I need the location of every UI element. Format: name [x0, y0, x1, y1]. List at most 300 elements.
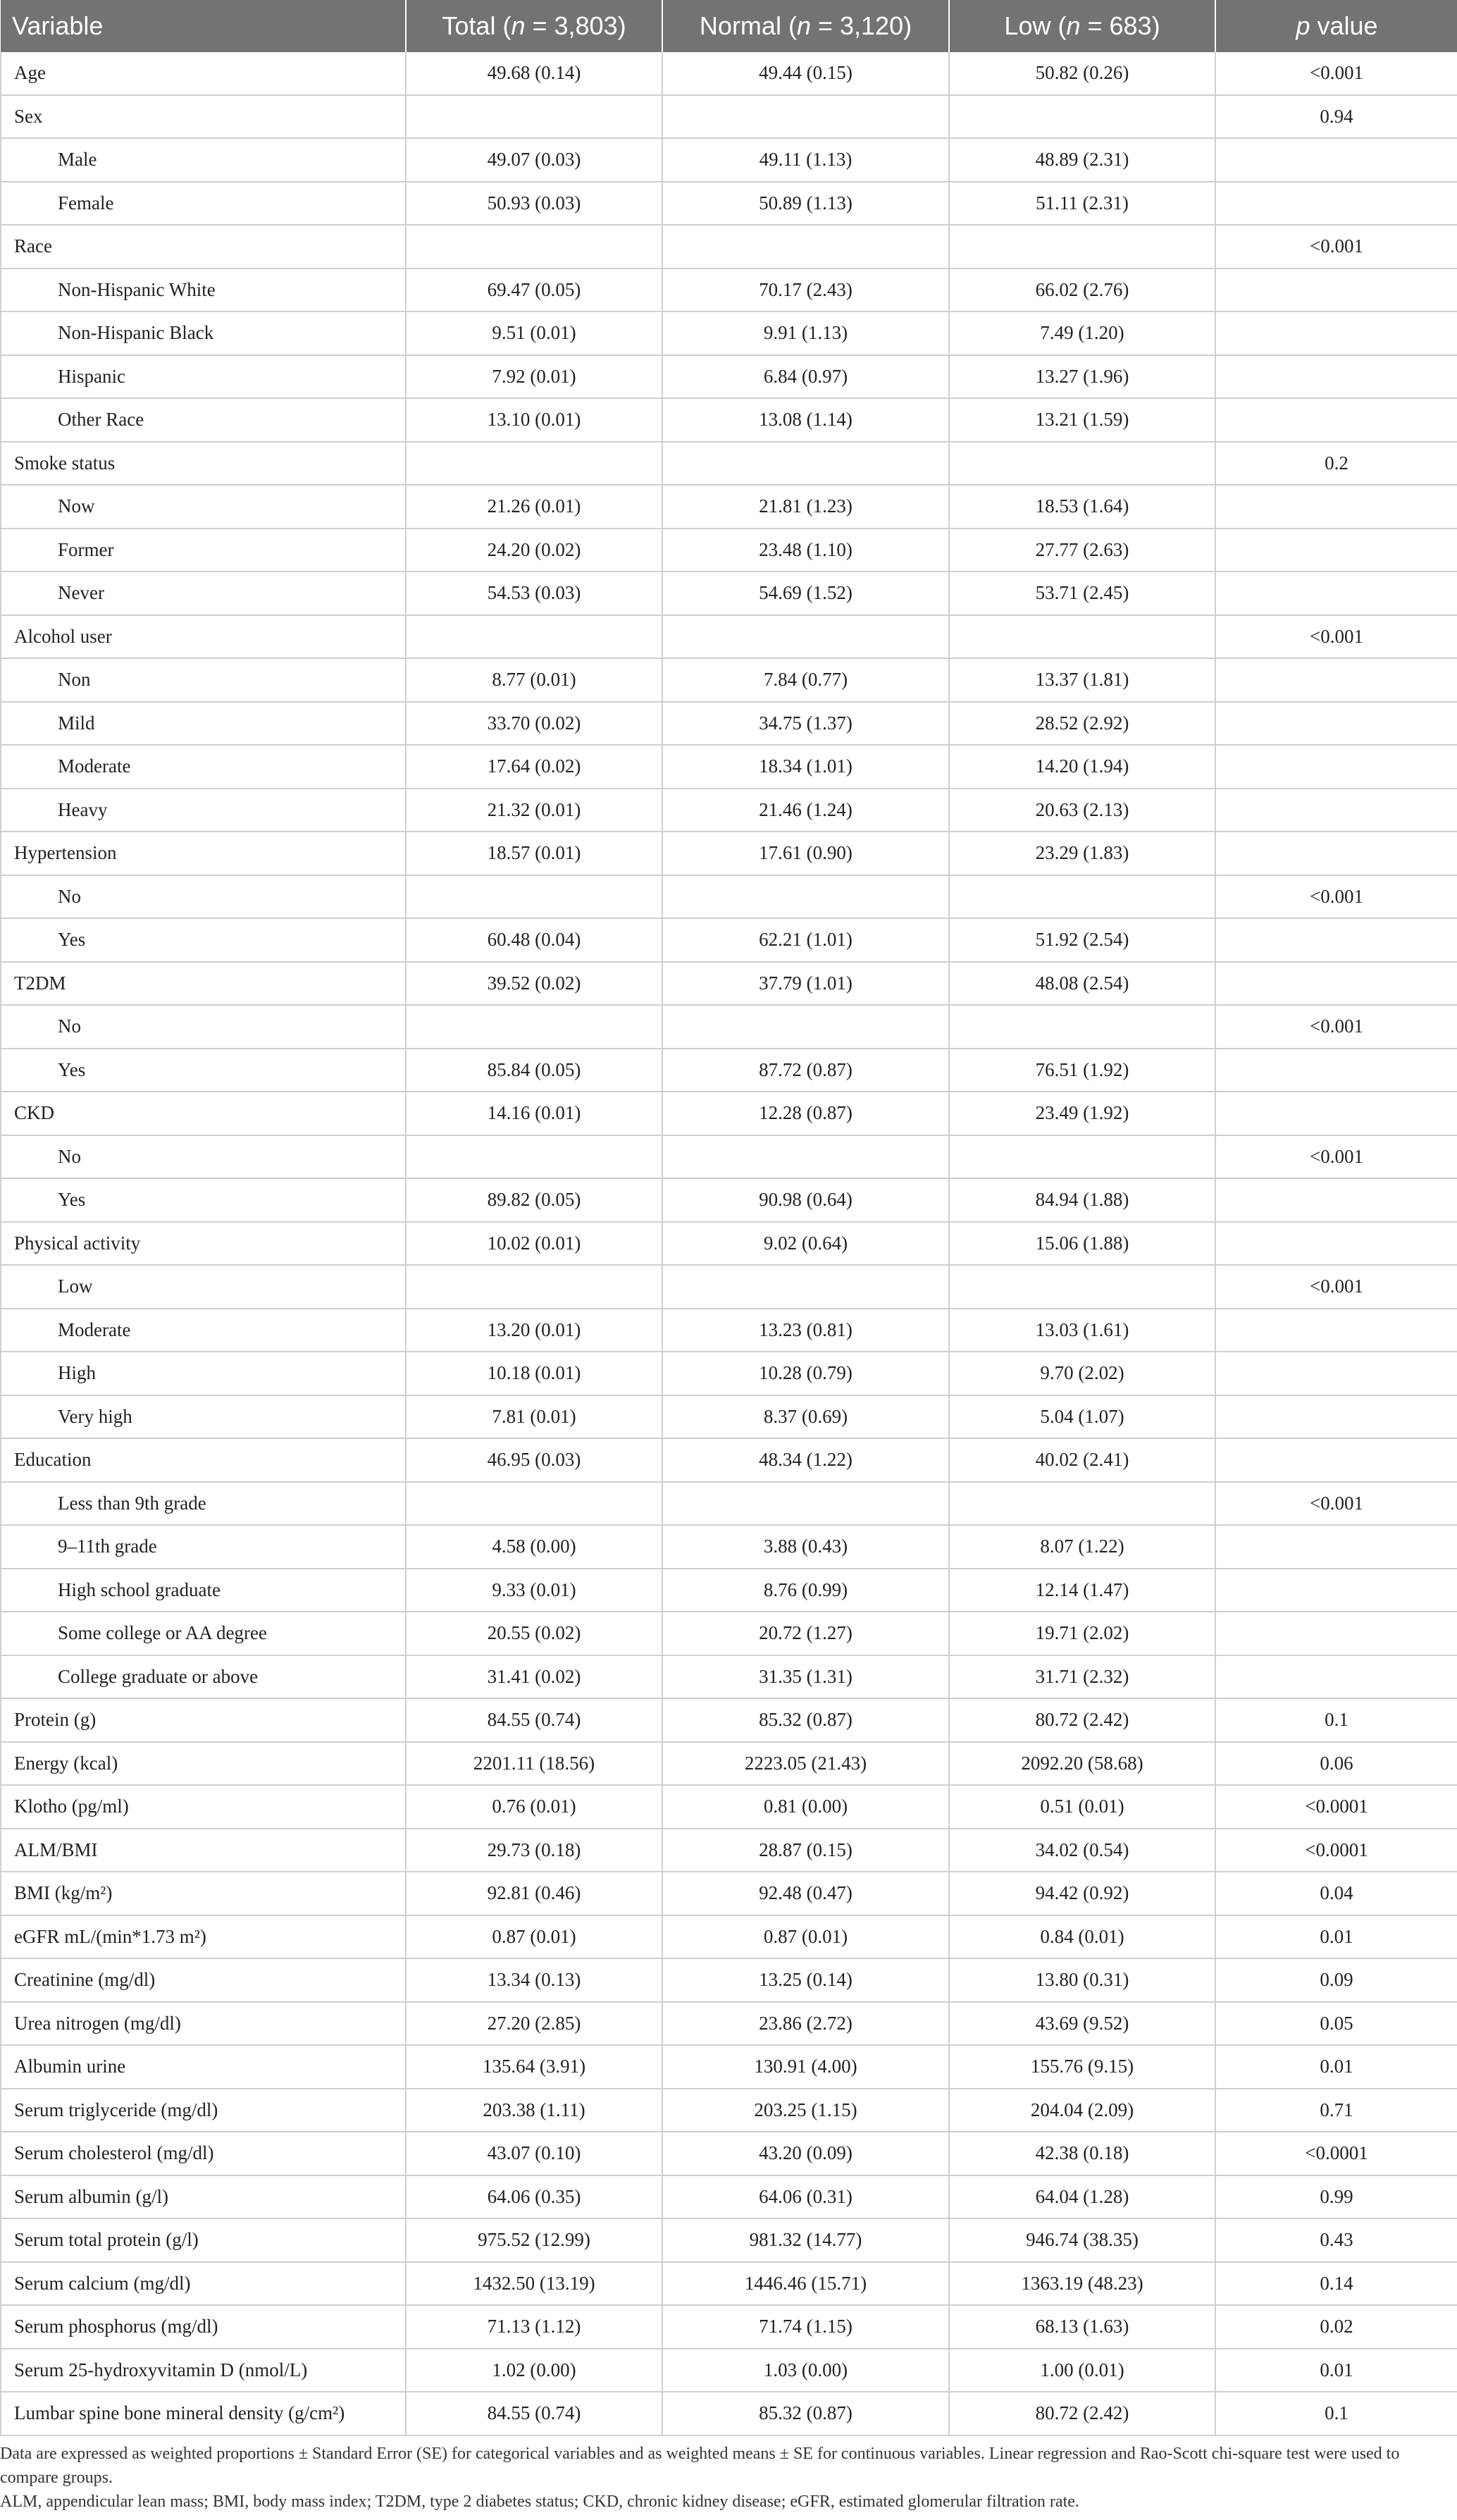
- cell-variable: High school graduate: [1, 1569, 406, 1612]
- cell-p-value: [1215, 268, 1457, 312]
- cell-total: [406, 1482, 662, 1526]
- cell-low: [949, 225, 1215, 268]
- cell-p-value: [1215, 572, 1457, 615]
- cell-normal: 23.48 (1.10): [662, 529, 949, 572]
- cell-low: 204.04 (2.09): [949, 2089, 1215, 2132]
- cell-total: 13.10 (0.01): [406, 398, 662, 442]
- cell-variable: Energy (kcal): [1, 1742, 406, 1786]
- cell-total: 69.47 (0.05): [406, 268, 662, 312]
- cell-normal: 49.11 (1.13): [662, 138, 949, 182]
- table-row: [1, 138, 1457, 182]
- cell-variable: Protein (g): [1, 1698, 406, 1742]
- cell-p-value: [1215, 398, 1457, 442]
- cell-low: 13.21 (1.59): [949, 398, 1215, 442]
- cell-normal: 7.84 (0.77): [662, 658, 949, 702]
- cell-normal: 18.34 (1.01): [662, 745, 949, 789]
- cell-p-value: 0.09: [1215, 1958, 1457, 2002]
- cell-total: 1.02 (0.00): [406, 2349, 662, 2392]
- cell-p-value: 0.99: [1215, 2175, 1457, 2219]
- cell-p-value: <0.001: [1215, 1482, 1457, 1526]
- cell-variable: Male: [1, 138, 406, 182]
- cell-normal: 17.61 (0.90): [662, 832, 949, 875]
- table-row: [1, 745, 1457, 789]
- cell-low: 23.49 (1.92): [949, 1092, 1215, 1135]
- cell-p-value: [1215, 485, 1457, 529]
- cell-total: 203.38 (1.11): [406, 2089, 662, 2132]
- cell-variable: Age: [1, 52, 406, 95]
- cell-p-value: [1215, 702, 1457, 746]
- cell-p-value: [1215, 1049, 1457, 1092]
- cell-normal: [662, 1482, 949, 1526]
- cell-normal: 1.03 (0.00): [662, 2349, 949, 2392]
- cell-normal: 130.91 (4.00): [662, 2045, 949, 2089]
- table-footnote: [0, 2442, 1457, 2514]
- table-row: [1, 572, 1457, 615]
- cell-variable: Yes: [1, 1049, 406, 1092]
- cell-total: 21.26 (0.01): [406, 485, 662, 529]
- table-row: [1, 1655, 1457, 1699]
- cell-p-value: [1215, 1395, 1457, 1439]
- cell-variable: CKD: [1, 1092, 406, 1135]
- table-row: [1, 615, 1457, 659]
- cell-p-value: 0.1: [1215, 2392, 1457, 2435]
- cell-normal: 8.76 (0.99): [662, 1569, 949, 1612]
- cell-total: 85.84 (0.05): [406, 1049, 662, 1092]
- cell-variable: Less than 9th grade: [1, 1482, 406, 1526]
- cell-variable: Never: [1, 572, 406, 615]
- cell-total: 7.92 (0.01): [406, 355, 662, 399]
- table-row: [1, 918, 1457, 962]
- cell-low: [949, 875, 1215, 919]
- cell-normal: 13.23 (0.81): [662, 1309, 949, 1352]
- cell-total: [406, 1005, 662, 1049]
- cell-low: 23.29 (1.83): [949, 832, 1215, 875]
- cell-total: 84.55 (0.74): [406, 1698, 662, 1742]
- table-row: [1, 875, 1457, 919]
- table-row: [1, 2392, 1457, 2435]
- cell-normal: 48.34 (1.22): [662, 1438, 949, 1482]
- cell-total: 39.52 (0.02): [406, 962, 662, 1006]
- cell-total: 46.95 (0.03): [406, 1438, 662, 1482]
- cell-variable: Non-Hispanic Black: [1, 311, 406, 355]
- cell-total: [406, 442, 662, 486]
- cell-low: [949, 1135, 1215, 1179]
- table-row: [1, 1395, 1457, 1439]
- cell-p-value: [1215, 1525, 1457, 1569]
- cell-total: [406, 1135, 662, 1179]
- cell-p-value: 0.01: [1215, 1915, 1457, 1959]
- cell-normal: [662, 225, 949, 268]
- table-row: [1, 1482, 1457, 1526]
- cell-low: 43.69 (9.52): [949, 2002, 1215, 2046]
- cell-variable: Serum calcium (mg/dl): [1, 2262, 406, 2306]
- cell-total: 13.20 (0.01): [406, 1309, 662, 1352]
- cell-variable: Klotho (pg/ml): [1, 1785, 406, 1829]
- table-row: [1, 95, 1457, 139]
- table-row: [1, 1049, 1457, 1092]
- table-row: [1, 1352, 1457, 1395]
- cell-normal: 9.91 (1.13): [662, 311, 949, 355]
- cell-normal: [662, 1005, 949, 1049]
- cell-total: [406, 615, 662, 659]
- table-row: [1, 1309, 1457, 1352]
- cell-variable: Low: [1, 1265, 406, 1309]
- cell-normal: [662, 442, 949, 486]
- cell-variable: Serum total protein (g/l): [1, 2218, 406, 2262]
- cell-variable: Serum cholesterol (mg/dl): [1, 2132, 406, 2175]
- table-row: [1, 1569, 1457, 1612]
- cell-variable: Moderate: [1, 1309, 406, 1352]
- cell-variable: Lumbar spine bone mineral density (g/cm²): [1, 2392, 406, 2435]
- cell-p-value: <0.001: [1215, 875, 1457, 919]
- cell-p-value: 0.05: [1215, 2002, 1457, 2046]
- cell-variable: College graduate or above: [1, 1655, 406, 1699]
- cell-total: [406, 225, 662, 268]
- cell-normal: 20.72 (1.27): [662, 1612, 949, 1655]
- cell-total: 24.20 (0.02): [406, 529, 662, 572]
- cell-total: 60.48 (0.04): [406, 918, 662, 962]
- table-row: [1, 1265, 1457, 1309]
- cell-p-value: [1215, 832, 1457, 875]
- cell-low: 50.82 (0.26): [949, 52, 1215, 95]
- cell-total: 0.76 (0.01): [406, 1785, 662, 1829]
- cell-low: [949, 1265, 1215, 1309]
- cell-p-value: [1215, 1178, 1457, 1222]
- cell-low: 13.80 (0.31): [949, 1958, 1215, 2002]
- cell-low: 27.77 (2.63): [949, 529, 1215, 572]
- cell-p-value: <0.001: [1215, 1265, 1457, 1309]
- cell-normal: 981.32 (14.77): [662, 2218, 949, 2262]
- cell-variable: eGFR mL/(min*1.73 m²): [1, 1915, 406, 1959]
- cell-p-value: [1215, 658, 1457, 702]
- cell-variable: Some college or AA degree: [1, 1612, 406, 1655]
- cell-low: [949, 95, 1215, 139]
- cell-normal: 54.69 (1.52): [662, 572, 949, 615]
- cell-p-value: <0.001: [1215, 1135, 1457, 1179]
- cell-p-value: [1215, 1438, 1457, 1482]
- cell-total: 49.07 (0.03): [406, 138, 662, 182]
- cell-variable: Sex: [1, 95, 406, 139]
- cell-normal: 37.79 (1.01): [662, 962, 949, 1006]
- cell-low: 7.49 (1.20): [949, 311, 1215, 355]
- cell-low: 0.84 (0.01): [949, 1915, 1215, 1959]
- table-row: [1, 1178, 1457, 1222]
- table-body: [1, 52, 1457, 2435]
- cell-p-value: <0.001: [1215, 1005, 1457, 1049]
- cell-p-value: 0.2: [1215, 442, 1457, 486]
- table-row: [1, 1915, 1457, 1959]
- cell-variable: Urea nitrogen (mg/dl): [1, 2002, 406, 2046]
- cell-low: 14.20 (1.94): [949, 745, 1215, 789]
- cell-total: 1432.50 (13.19): [406, 2262, 662, 2306]
- cell-low: 48.89 (2.31): [949, 138, 1215, 182]
- table-row: [1, 1958, 1457, 2002]
- table-row: [1, 1222, 1457, 1266]
- cell-total: 14.16 (0.01): [406, 1092, 662, 1135]
- cell-p-value: [1215, 1092, 1457, 1135]
- cell-variable: Alcohol user: [1, 615, 406, 659]
- cell-low: 1363.19 (48.23): [949, 2262, 1215, 2306]
- cell-total: 2201.11 (18.56): [406, 1742, 662, 1786]
- cell-normal: 23.86 (2.72): [662, 2002, 949, 2046]
- cell-normal: [662, 1265, 949, 1309]
- cell-low: 80.72 (2.42): [949, 2392, 1215, 2435]
- cell-low: 64.04 (1.28): [949, 2175, 1215, 2219]
- cell-p-value: [1215, 1352, 1457, 1395]
- cell-low: 53.71 (2.45): [949, 572, 1215, 615]
- cell-total: 84.55 (0.74): [406, 2392, 662, 2435]
- cell-p-value: 0.06: [1215, 1742, 1457, 1786]
- table-row: [1, 2002, 1457, 2046]
- cell-variable: Physical activity: [1, 1222, 406, 1266]
- cell-p-value: <0.0001: [1215, 1785, 1457, 1829]
- cell-low: 28.52 (2.92): [949, 702, 1215, 746]
- cell-normal: 13.08 (1.14): [662, 398, 949, 442]
- cell-low: 19.71 (2.02): [949, 1612, 1215, 1655]
- cell-low: 13.03 (1.61): [949, 1309, 1215, 1352]
- cell-p-value: [1215, 529, 1457, 572]
- cell-variable: Non: [1, 658, 406, 702]
- cell-normal: 87.72 (0.87): [662, 1049, 949, 1092]
- cell-low: [949, 1005, 1215, 1049]
- cell-variable: No: [1, 875, 406, 919]
- cell-variable: Race: [1, 225, 406, 268]
- cell-total: 8.77 (0.01): [406, 658, 662, 702]
- cell-normal: [662, 875, 949, 919]
- cell-low: 12.14 (1.47): [949, 1569, 1215, 1612]
- table-row: [1, 225, 1457, 268]
- table-row: [1, 2262, 1457, 2306]
- cell-variable: Former: [1, 529, 406, 572]
- cell-normal: [662, 615, 949, 659]
- cell-p-value: 0.71: [1215, 2089, 1457, 2132]
- cell-total: 10.18 (0.01): [406, 1352, 662, 1395]
- cell-total: 54.53 (0.03): [406, 572, 662, 615]
- cell-total: 43.07 (0.10): [406, 2132, 662, 2175]
- cell-p-value: 0.14: [1215, 2262, 1457, 2306]
- cell-normal: 70.17 (2.43): [662, 268, 949, 312]
- cell-variable: Hispanic: [1, 355, 406, 399]
- cell-variable: Smoke status: [1, 442, 406, 486]
- cell-normal: 49.44 (0.15): [662, 52, 949, 95]
- table-row: [1, 52, 1457, 95]
- footnote-line-1: Data are expressed as weighted proportions ± Standard Error (SE) for categorical variables and as weighted means ± SE for continuous variables. Linear regression and Rao-Scott chi-square test were used to compare groups.: [0, 2445, 1400, 2487]
- cell-total: 975.52 (12.99): [406, 2218, 662, 2262]
- cell-low: 51.11 (2.31): [949, 182, 1215, 226]
- table-row: [1, 1829, 1457, 1872]
- cell-low: 13.27 (1.96): [949, 355, 1215, 399]
- cell-normal: 6.84 (0.97): [662, 355, 949, 399]
- cell-normal: 62.21 (1.01): [662, 918, 949, 962]
- cell-variable: Serum 25-hydroxyvitamin D (nmol/L): [1, 2349, 406, 2392]
- cell-low: 84.94 (1.88): [949, 1178, 1215, 1222]
- cell-total: 4.58 (0.00): [406, 1525, 662, 1569]
- cell-p-value: [1215, 918, 1457, 962]
- cell-low: 0.51 (0.01): [949, 1785, 1215, 1829]
- cell-low: 18.53 (1.64): [949, 485, 1215, 529]
- cell-normal: 34.75 (1.37): [662, 702, 949, 746]
- cell-low: 94.42 (0.92): [949, 1872, 1215, 1915]
- cell-variable: Serum albumin (g/l): [1, 2175, 406, 2219]
- cell-normal: [662, 1135, 949, 1179]
- cell-total: 31.41 (0.02): [406, 1655, 662, 1699]
- cell-p-value: [1215, 1309, 1457, 1352]
- cell-normal: 64.06 (0.31): [662, 2175, 949, 2219]
- cell-normal: 3.88 (0.43): [662, 1525, 949, 1569]
- cell-total: 33.70 (0.02): [406, 702, 662, 746]
- cell-low: 51.92 (2.54): [949, 918, 1215, 962]
- cell-variable: T2DM: [1, 962, 406, 1006]
- footnote-line-2: ALM, appendicular lean mass; BMI, body mass index; T2DM, type 2 diabetes status; CKD, chronic kidney disease; eGFR, estimated glomerular filtration rate.: [0, 2493, 1079, 2511]
- cell-low: [949, 1482, 1215, 1526]
- cell-p-value: [1215, 745, 1457, 789]
- cell-variable: Hypertension: [1, 832, 406, 875]
- cell-normal: 13.25 (0.14): [662, 1958, 949, 2002]
- cell-total: 135.64 (3.91): [406, 2045, 662, 2089]
- cell-normal: 28.87 (0.15): [662, 1829, 949, 1872]
- cell-normal: 31.35 (1.31): [662, 1655, 949, 1699]
- cell-low: 20.63 (2.13): [949, 789, 1215, 832]
- table-row: [1, 2132, 1457, 2175]
- cell-p-value: <0.001: [1215, 52, 1457, 95]
- cell-low: 5.04 (1.07): [949, 1395, 1215, 1439]
- table-row: [1, 2045, 1457, 2089]
- table-row: [1, 2089, 1457, 2132]
- cell-variable: Female: [1, 182, 406, 226]
- table-row: [1, 485, 1457, 529]
- cell-low: [949, 615, 1215, 659]
- cell-p-value: [1215, 1222, 1457, 1266]
- table-row: [1, 311, 1457, 355]
- cell-low: 15.06 (1.88): [949, 1222, 1215, 1266]
- cell-p-value: [1215, 962, 1457, 1006]
- cell-low: 68.13 (1.63): [949, 2305, 1215, 2349]
- cell-normal: 71.74 (1.15): [662, 2305, 949, 2349]
- table-row: [1, 962, 1457, 1006]
- cell-total: 9.51 (0.01): [406, 311, 662, 355]
- cell-variable: Non-Hispanic White: [1, 268, 406, 312]
- cell-variable: High: [1, 1352, 406, 1395]
- cell-variable: Very high: [1, 1395, 406, 1439]
- cell-variable: Heavy: [1, 789, 406, 832]
- cell-total: 71.13 (1.12): [406, 2305, 662, 2349]
- cell-total: 0.87 (0.01): [406, 1915, 662, 1959]
- cell-normal: 43.20 (0.09): [662, 2132, 949, 2175]
- cell-low: 31.71 (2.32): [949, 1655, 1215, 1699]
- table-row: [1, 398, 1457, 442]
- table-row: [1, 2218, 1457, 2262]
- cell-variable: Yes: [1, 1178, 406, 1222]
- cell-normal: 92.48 (0.47): [662, 1872, 949, 1915]
- table-row: [1, 442, 1457, 486]
- cell-p-value: [1215, 182, 1457, 226]
- cell-low: 34.02 (0.54): [949, 1829, 1215, 1872]
- cell-total: 29.73 (0.18): [406, 1829, 662, 1872]
- cell-normal: 50.89 (1.13): [662, 182, 949, 226]
- table-row: [1, 529, 1457, 572]
- header-p-value: p value: [1215, 0, 1457, 52]
- cell-p-value: <0.0001: [1215, 2132, 1457, 2175]
- cell-p-value: <0.001: [1215, 615, 1457, 659]
- cell-p-value: [1215, 138, 1457, 182]
- table-row: [1, 1438, 1457, 1482]
- cell-total: 9.33 (0.01): [406, 1569, 662, 1612]
- cell-normal: 85.32 (0.87): [662, 2392, 949, 2435]
- cell-normal: 85.32 (0.87): [662, 1698, 949, 1742]
- cell-p-value: <0.001: [1215, 225, 1457, 268]
- cell-variable: Yes: [1, 918, 406, 962]
- cell-total: [406, 95, 662, 139]
- table-row: [1, 1525, 1457, 1569]
- cell-low: 48.08 (2.54): [949, 962, 1215, 1006]
- cell-p-value: <0.0001: [1215, 1829, 1457, 1872]
- table-row: [1, 702, 1457, 746]
- cell-low: 155.76 (9.15): [949, 2045, 1215, 2089]
- cell-total: 92.81 (0.46): [406, 1872, 662, 1915]
- cell-p-value: [1215, 311, 1457, 355]
- table-row: [1, 268, 1457, 312]
- cell-total: 27.20 (2.85): [406, 2002, 662, 2046]
- table-row: [1, 1135, 1457, 1179]
- cell-low: 13.37 (1.81): [949, 658, 1215, 702]
- cell-normal: 90.98 (0.64): [662, 1178, 949, 1222]
- cell-total: 7.81 (0.01): [406, 1395, 662, 1439]
- cell-total: 50.93 (0.03): [406, 182, 662, 226]
- cell-normal: 21.81 (1.23): [662, 485, 949, 529]
- table-row: [1, 2349, 1457, 2392]
- cell-total: 20.55 (0.02): [406, 1612, 662, 1655]
- cell-total: 49.68 (0.14): [406, 52, 662, 95]
- cell-normal: 1446.46 (15.71): [662, 2262, 949, 2306]
- cell-normal: 10.28 (0.79): [662, 1352, 949, 1395]
- cell-low: 9.70 (2.02): [949, 1352, 1215, 1395]
- cell-low: 946.74 (38.35): [949, 2218, 1215, 2262]
- cell-low: [949, 442, 1215, 486]
- table-row: [1, 2305, 1457, 2349]
- cell-low: 66.02 (2.76): [949, 268, 1215, 312]
- cell-p-value: 0.43: [1215, 2218, 1457, 2262]
- cell-variable: Education: [1, 1438, 406, 1482]
- cell-normal: 2223.05 (21.43): [662, 1742, 949, 1786]
- cell-low: 1.00 (0.01): [949, 2349, 1215, 2392]
- cell-p-value: 0.01: [1215, 2349, 1457, 2392]
- table-row: [1, 2175, 1457, 2219]
- cell-p-value: 0.94: [1215, 95, 1457, 139]
- cell-variable: Now: [1, 485, 406, 529]
- table-row: [1, 1005, 1457, 1049]
- table-row: [1, 658, 1457, 702]
- table-row: [1, 1092, 1457, 1135]
- cell-variable: Moderate: [1, 745, 406, 789]
- table-header-row: [1, 0, 1457, 52]
- cell-total: 18.57 (0.01): [406, 832, 662, 875]
- table-row: [1, 789, 1457, 832]
- table-row: [1, 1612, 1457, 1655]
- cell-variable: No: [1, 1135, 406, 1179]
- cell-p-value: 0.01: [1215, 2045, 1457, 2089]
- cell-total: [406, 1265, 662, 1309]
- header-normal: Normal (n = 3,120): [662, 0, 949, 52]
- cell-p-value: [1215, 1569, 1457, 1612]
- cell-variable: BMI (kg/m²): [1, 1872, 406, 1915]
- cell-low: 8.07 (1.22): [949, 1525, 1215, 1569]
- cell-p-value: [1215, 1655, 1457, 1699]
- cell-variable: No: [1, 1005, 406, 1049]
- table-row: [1, 1698, 1457, 1742]
- cell-variable: 9–11th grade: [1, 1525, 406, 1569]
- cell-low: 2092.20 (58.68): [949, 1742, 1215, 1786]
- cell-normal: 0.81 (0.00): [662, 1785, 949, 1829]
